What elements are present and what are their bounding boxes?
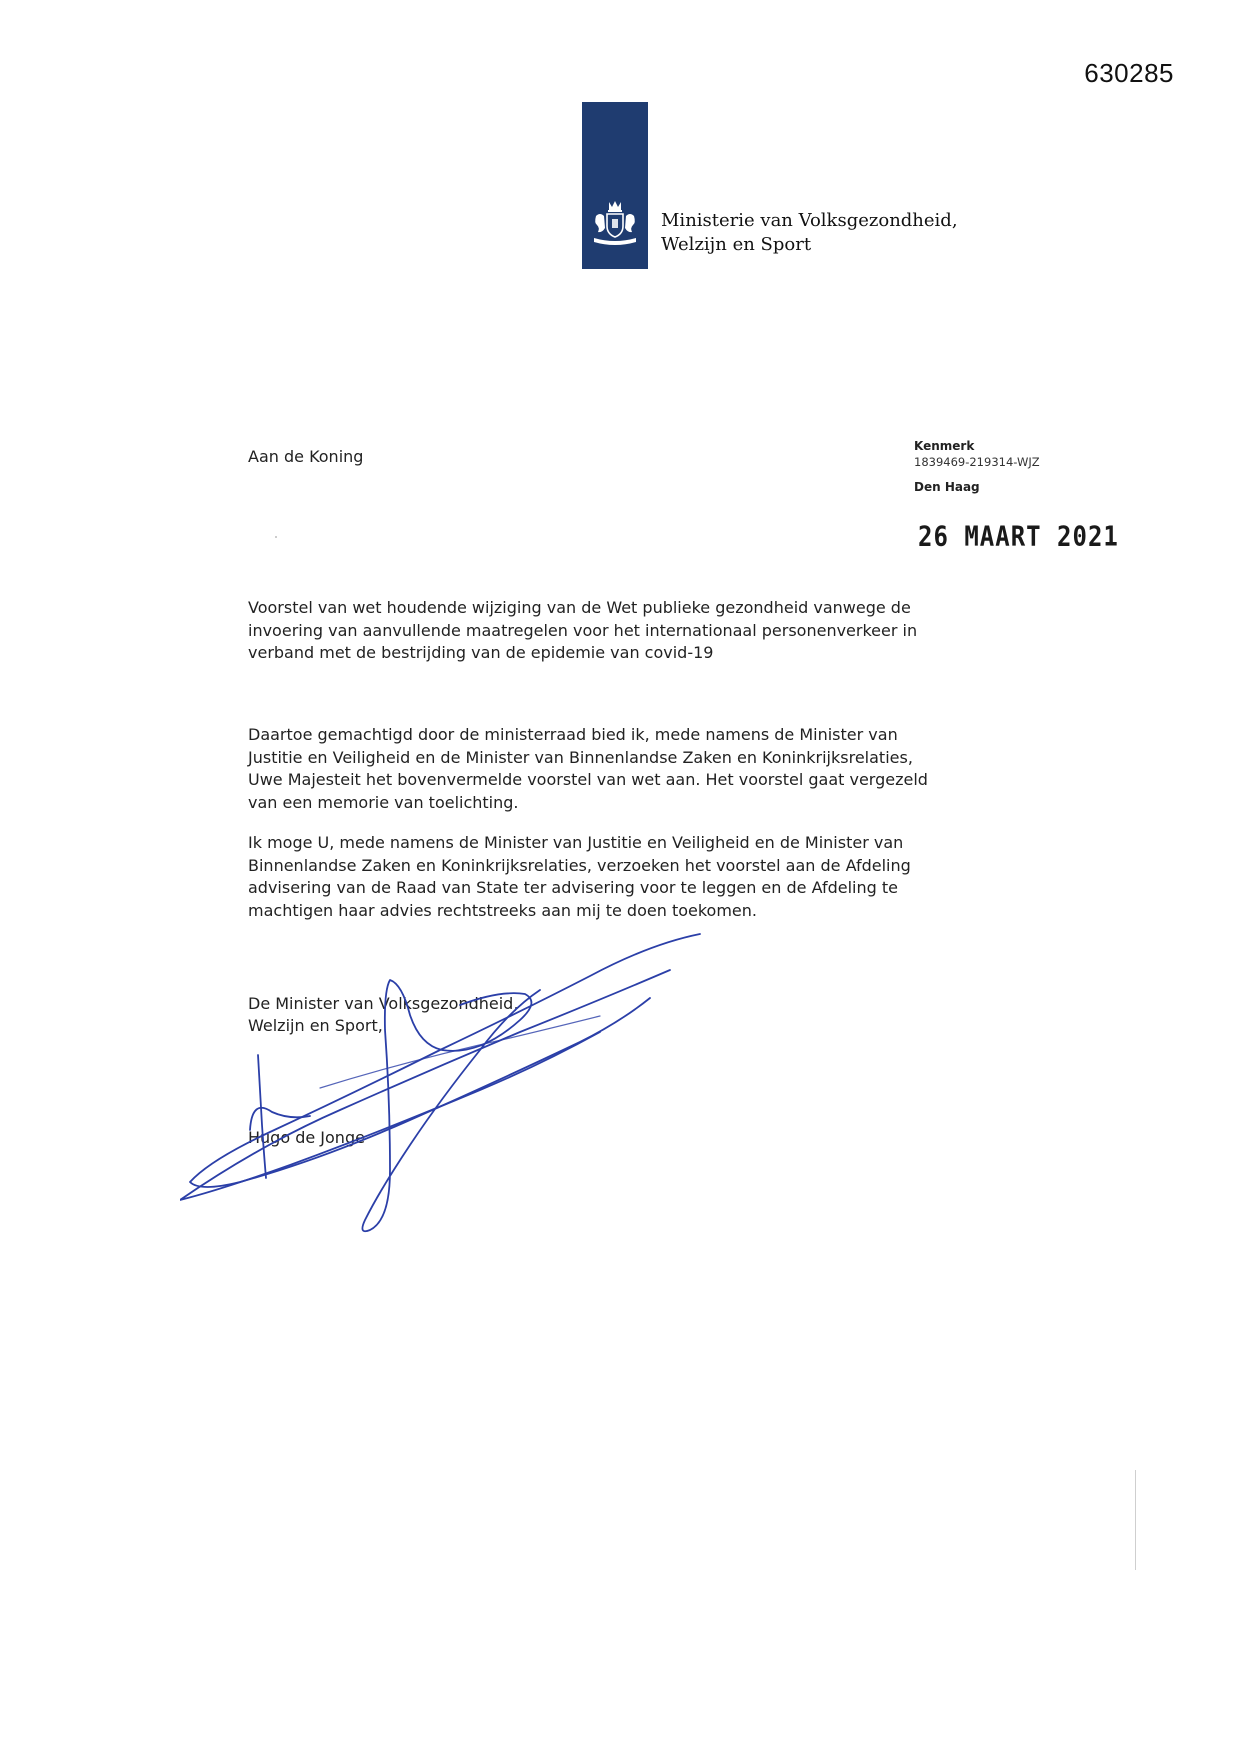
letter-subject: Voorstel van wet houdende wijziging van de Wet publieke gezondheid vanwege de invoering van aanvullende maatregelen voor het internationaal personenverkeer in verband met de bestrijding van de epidemie van covid-19 [248, 598, 918, 662]
scan-edge-artifact [1135, 1470, 1136, 1570]
ministry-logo-bar [582, 102, 648, 269]
ministry-name-line-2: Welzijn en Sport [661, 234, 812, 255]
body-paragraph-1: Daartoe gemachtigd door de ministerraad bied ik, mede namens de Minister van Justitie en Veiligheid en de Minister van Binnenlandse Zaken en Koninkrijksrelaties, Uwe Majesteit het bovenvermelde voorstel van wet aan. Het voorstel gaat vergezeld van een memorie van toelichting. [248, 725, 928, 812]
reference-block [914, 438, 1144, 494]
reference-label: Kenmerk [914, 439, 975, 453]
signer-name: Hugo de Jonge [248, 1128, 365, 1147]
reference-value: 1839469-219314-WJZ [914, 455, 1040, 469]
coat-of-arms-icon [588, 198, 642, 248]
body-paragraph-2: Ik moge U, mede namens de Minister van Justitie en Veiligheid en de Minister van Binnenlandse Zaken en Koninkrijksrelaties, verzoeken het voorstel aan de Afdeling advisering van de Raad van State ter advisering voor te leggen en de Afdeling te machtigen haar advies rechtstreeks aan mij te doen toekomen. [248, 833, 911, 920]
addressee: Aan de Koning [248, 447, 364, 466]
date-stamp: 26 MAART 2021 [918, 520, 1119, 553]
reference-place: Den Haag [914, 480, 980, 494]
closing-line-2: Welzijn en Sport, [248, 1016, 383, 1035]
document-number: 630285 [1084, 58, 1174, 88]
ministry-name-line-1: Ministerie van Volksgezondheid, [661, 210, 958, 231]
ministry-name [661, 209, 958, 257]
closing-line-1: De Minister van Volksgezondheid, [248, 994, 519, 1013]
handwritten-signature [180, 920, 720, 1240]
scan-speck [275, 536, 277, 538]
